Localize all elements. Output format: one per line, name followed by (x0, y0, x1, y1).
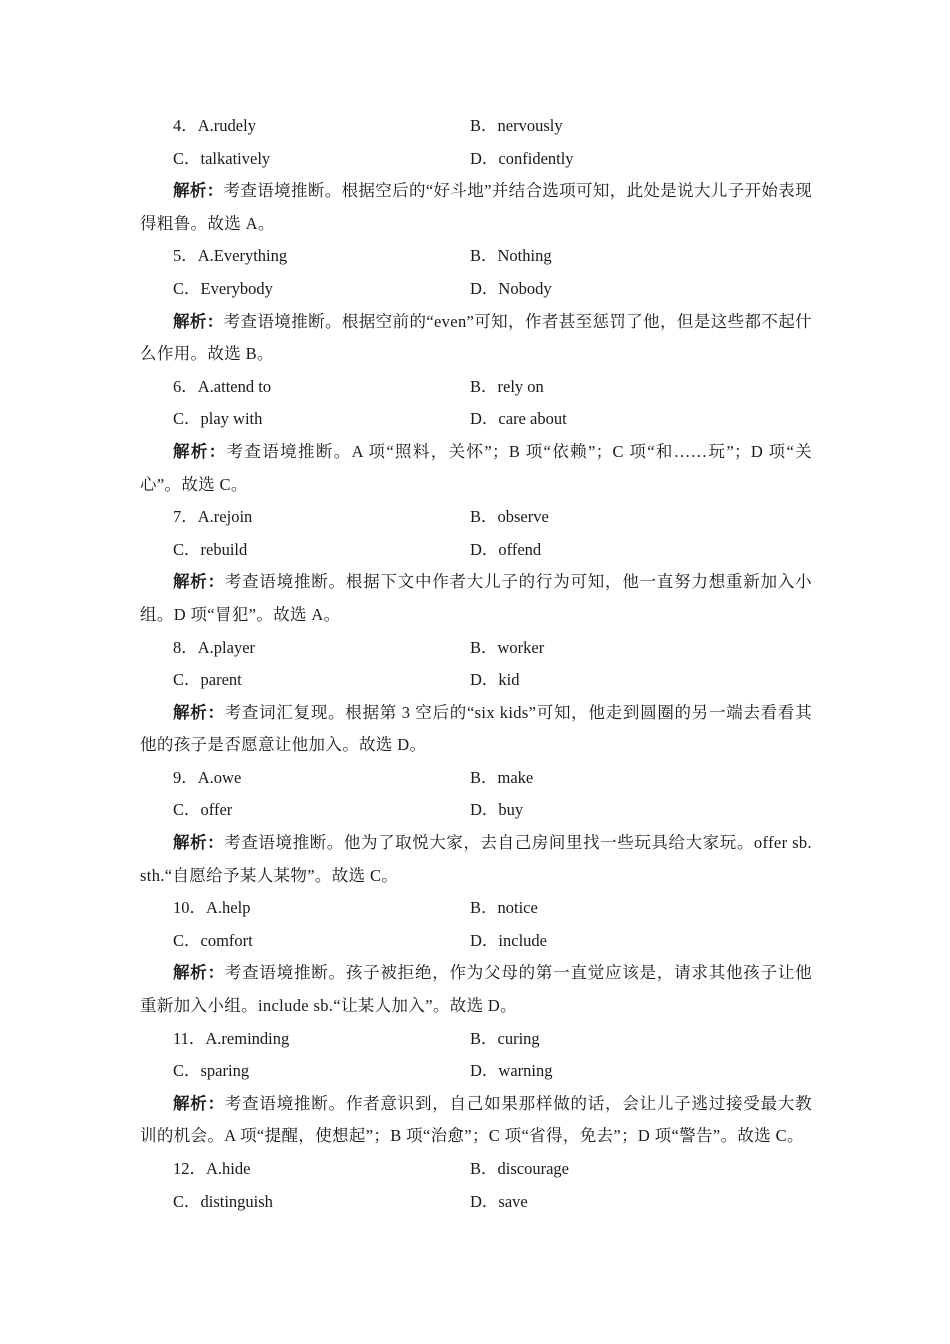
explanation (140, 306, 812, 371)
option-a: 11．A.reminding (173, 1028, 290, 1048)
options-row-cd (140, 794, 812, 827)
options-row-cd (140, 403, 812, 436)
option-c: C．sparing (173, 1061, 250, 1081)
option-a: 8．A.player (173, 637, 256, 657)
option-b: B．curing (470, 1028, 540, 1048)
explanation-label: 解析： (173, 572, 225, 592)
explanation-text: 考查词汇复现。根据第 3 空后的“six kids”可知，他走到圆圈的另一端去看看其他的孩子是否愿意让他加入。故选 D。 (140, 702, 812, 755)
explanation-label: 解析： (173, 963, 225, 983)
option-c: C．rebuild (173, 539, 248, 559)
explanation-text: 考查语境推断。A 项“照料，关怀”；B 项“依赖”；C 项“和……玩”；D 项“关心”。故选 C。 (140, 441, 812, 494)
option-a: 6．A.attend to (173, 376, 272, 396)
explanation-text: 考查语境推断。他为了取悦大家，去自己房间里找一些玩具给大家玩。offer sb. sth.“自愿给予某人某物”。故选 C。 (140, 833, 812, 885)
option-b: B．observe (470, 507, 549, 527)
option-d: D．care about (470, 409, 567, 429)
explanation-label: 解析： (173, 441, 227, 461)
options-row-cd (140, 664, 812, 697)
option-a: 9．A.owe (173, 767, 242, 787)
option-b: B．discourage (470, 1159, 569, 1178)
option-c: C．play with (173, 409, 263, 429)
option-a: 4．A.rudely (173, 116, 256, 135)
option-b: B．nervously (470, 116, 563, 135)
options-row-ab (140, 110, 812, 143)
options-row-ab (140, 762, 812, 795)
options-row-ab (140, 240, 812, 273)
option-c: C．Everybody (173, 278, 273, 298)
explanation-label: 解析： (173, 833, 225, 853)
option-d: D．warning (470, 1061, 553, 1081)
question-9 (140, 762, 812, 892)
question-10 (140, 892, 812, 1022)
options-row-ab (140, 501, 812, 534)
option-b: B．Nothing (470, 246, 552, 266)
option-d: D．Nobody (470, 278, 552, 298)
explanation (140, 436, 812, 501)
explanation-text: 考查语境推断。根据下文中作者大儿子的行为可知，他一直努力想重新加入小组。D 项“冒犯”。故选 A。 (140, 572, 812, 624)
option-d: D．include (470, 930, 547, 950)
explanation (140, 175, 812, 240)
question-5 (140, 240, 812, 370)
options-row-cd (140, 273, 812, 306)
question-4 (140, 110, 812, 240)
option-d: D．confidently (470, 148, 574, 168)
option-b: B．notice (470, 898, 538, 918)
option-a: 12．A.hide (173, 1159, 251, 1178)
options-row-ab (140, 892, 812, 925)
option-b: B．worker (470, 637, 545, 657)
explanation-label: 解析： (173, 1093, 225, 1113)
question-6 (140, 371, 812, 501)
option-b: B．make (470, 767, 534, 787)
options-row-cd (140, 143, 812, 176)
options-row-cd (140, 534, 812, 567)
options-row-cd (140, 1055, 812, 1088)
option-c: C．comfort (173, 930, 253, 950)
option-c: C．distinguish (173, 1191, 273, 1211)
options-row-cd (140, 1186, 812, 1219)
option-d: D．kid (470, 670, 520, 690)
option-a: 7．A.rejoin (173, 507, 253, 527)
option-d: D．offend (470, 539, 542, 559)
option-a: 10．A.help (173, 898, 251, 918)
explanation (140, 566, 812, 631)
option-d: D．save (470, 1191, 528, 1211)
question-list (140, 110, 812, 1218)
options-row-cd (140, 925, 812, 958)
question-7 (140, 501, 812, 631)
explanation-text: 考查语境推断。孩子被拒绝，作为父母的第一直觉应该是，请求其他孩子让他重新加入小组。include sb.“让某人加入”。故选 D。 (140, 963, 812, 1016)
explanation-label: 解析： (173, 311, 224, 331)
option-c: C．offer (173, 800, 233, 820)
explanation (140, 957, 812, 1022)
explanation-text: 考查语境推断。作者意识到，自己如果那样做的话，会让儿子逃过接受最大教训的机会。A 项“提醒，使想起”；B 项“治愈”；C 项“省得，免去”；D 项“警告”。故选 C。 (140, 1093, 812, 1146)
explanation-text: 考查语境推断。根据空后的“好斗地”并结合选项可知，此处是说大儿子开始表现得粗鲁。故选 A。 (140, 181, 812, 233)
question-8 (140, 632, 812, 762)
explanation-label: 解析： (173, 181, 224, 201)
question-11 (140, 1023, 812, 1153)
question-12 (140, 1153, 812, 1218)
explanation-label: 解析： (173, 702, 225, 722)
explanation (140, 697, 812, 762)
options-row-ab (140, 1023, 812, 1056)
options-row-ab (140, 371, 812, 404)
option-b: B．rely on (470, 376, 544, 396)
option-c: C．talkatively (173, 148, 271, 168)
explanation (140, 827, 812, 892)
explanation-text: 考查语境推断。根据空前的“even”可知，作者甚至惩罚了他，但是这些都不起什么作用。故选 B。 (140, 311, 812, 364)
option-c: C．parent (173, 670, 242, 690)
options-row-ab (140, 1153, 812, 1186)
options-row-ab (140, 632, 812, 665)
option-d: D．buy (470, 800, 524, 820)
explanation (140, 1088, 812, 1153)
option-a: 5．A.Everything (173, 246, 288, 266)
